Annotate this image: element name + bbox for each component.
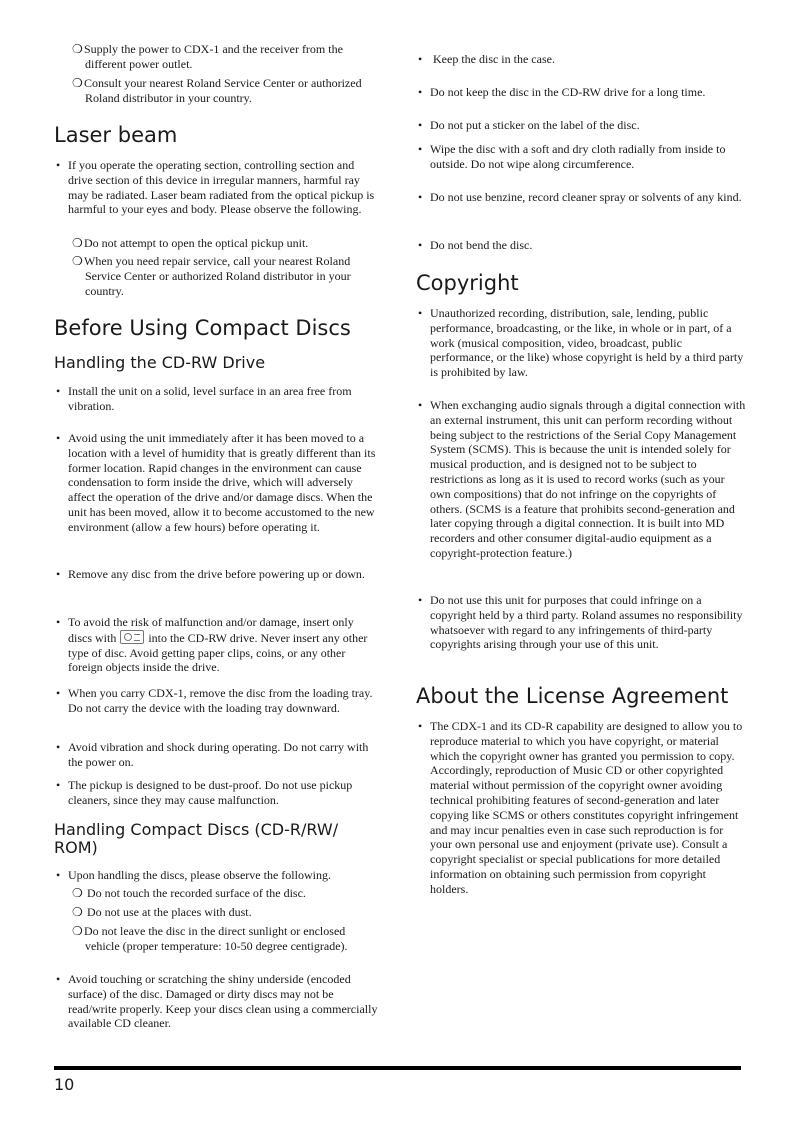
list-item: ❍ Consult your nearest Roland Service Center or authorized Roland distributor in your country. — [72, 76, 362, 105]
bullet-icon: • — [418, 190, 423, 204]
list-item: • To avoid the risk of malfunction and/or damage, insert only discs with into the CD-RW drive. Never insert any other type of disc. Avoid getting paper clips, coins, or any other foreign objects inside the drive. — [56, 615, 368, 675]
heading-license-agreement: About the License Agreement — [416, 684, 729, 708]
bullet-icon: • — [418, 593, 423, 607]
footer-rule — [54, 1066, 741, 1070]
list-item: ❍ When you need repair service, call your nearest Roland Service Center or authorized Roland distributor in your country. — [72, 254, 351, 298]
list-item: • Keep the disc in the case. — [418, 52, 555, 66]
bullet-icon: • — [56, 431, 61, 445]
list-item: ❍ Supply the power to CDX-1 and the receiver from the different power outlet. — [72, 42, 343, 71]
bullet-icon: • — [418, 238, 423, 252]
circle-bullet-icon: ❍ — [72, 254, 83, 268]
circle-bullet-icon: ❍ — [72, 886, 83, 900]
bullet-icon: • — [56, 868, 61, 882]
bullet-icon: • — [418, 118, 423, 132]
bullet-icon: • — [418, 719, 423, 733]
list-item: ❍ Do not attempt to open the optical pickup unit. — [72, 236, 309, 250]
bullet-icon: • — [418, 142, 423, 156]
heading-laser-beam: Laser beam — [54, 123, 178, 147]
list-item: • Avoid using the unit immediately after it has been moved to a location with a level of humidity that is greatly different than its former location. Rapid changes in the environment can cause condensation to form inside the drive, which will adversely affect the operation of the drive and/or damage discs. When the unit has been moved, allow it to become accustomed to the new environment (allow a few hours) before operating it. — [56, 431, 376, 534]
circle-bullet-icon: ❍ — [72, 76, 83, 90]
bullet-icon: • — [56, 972, 61, 986]
list-item: • When you carry CDX-1, remove the disc from the loading tray. Do not carry the device with the loading tray downward. — [56, 686, 373, 715]
circle-bullet-icon: ❍ — [72, 236, 83, 250]
list-item: • Do not use this unit for purposes that could infringe on a copyright held by a third party. Roland assumes no responsibility whatsoever with regard to any infringements of third-party copyrights arising through your use of this unit. — [418, 593, 743, 652]
list-item: ❍ Do not leave the disc in the direct sunlight or enclosed vehicle (proper temperature: 10-50 degree centigrade). — [72, 924, 348, 953]
bullet-icon: • — [56, 384, 61, 398]
list-item: • Do not bend the disc. — [418, 238, 533, 252]
list-item: • The CDX-1 and its CD-R capability are designed to allow you to reproduce material to which you have copyright, or material which the copyright owner has granted you permission to copy. Accordingly, reproduction of Music CD or other copyrighted material without permission of the copyright owner avoiding technical prohibiting features of second-generation and later copying like SCMS or others constitutes copyright infringement and may incur penalties even in case such reproduction is for your own personal use and enjoyment (private use). Consult a copyright specialist or special publications for more detailed information on obtaining such permission from copyright holders. — [418, 719, 743, 896]
list-item: • Do not keep the disc in the CD-RW drive for a long time. — [418, 85, 706, 99]
list-item: • If you operate the operating section, controlling section and drive section of this device in irregular manners, harmful ray may be radiated. Laser beam radiated from the optical pickup is harmful to your eyes and body. Please observe the following. — [56, 158, 375, 217]
bullet-icon: • — [56, 740, 61, 754]
circle-bullet-icon: ❍ — [72, 42, 83, 56]
list-item: ❍ Do not use at the places with dust. — [72, 905, 252, 919]
bullet-icon: • — [56, 158, 61, 172]
bullet-icon: • — [56, 567, 61, 581]
bullet-icon: • — [56, 686, 61, 700]
bullet-icon: • — [418, 398, 423, 412]
list-item: • Unauthorized recording, distribution, sale, lending, public performance, broadcasting, or the like, in whole or in part, of a work (musical composition, video, broadcast, public performance, or the like) whose copyright is held by a third party is prohibited by law. — [418, 306, 744, 380]
list-item: • Wipe the disc with a soft and dry cloth radially from inside to outside. Do not wipe along circumference. — [418, 142, 726, 171]
heading-before-using-compact-discs: Before Using Compact Discs — [54, 316, 351, 340]
list-item: • Do not use benzine, record cleaner spray or solvents of any kind. — [418, 190, 742, 204]
bullet-icon: • — [418, 52, 423, 66]
bullet-icon: • — [418, 85, 423, 99]
bullet-icon: • — [56, 778, 61, 792]
list-item: • The pickup is designed to be dust-proof. Do not use pickup cleaners, since they may cause malfunction. — [56, 778, 353, 807]
list-item: • Avoid touching or scratching the shiny underside (encoded surface) of the disc. Damaged or dirty discs may not be read/write properly. Keep your discs clean using a commercially available CD cleaner. — [56, 972, 378, 1031]
list-item: • Do not put a sticker on the label of the disc. — [418, 118, 640, 132]
bullet-icon: • — [56, 615, 61, 629]
heading-copyright: Copyright — [416, 271, 519, 295]
list-item: • Install the unit on a solid, level surface in an area free from vibration. — [56, 384, 352, 413]
list-item: • Avoid vibration and shock during operating. Do not carry with the power on. — [56, 740, 369, 769]
list-item: ❍ Do not touch the recorded surface of the disc. — [72, 886, 306, 900]
list-item: • When exchanging audio signals through a digital connection with an external instrument, this unit can perform recording without being subject to the restrictions of the Serial Copy Management System (SCMS). This is because the unit is intended solely for musical production, and is designed not to be subject to restrictions as long as it is used to record works (such as your own compositions) that do not infringe on the copyrights of others. (SCMS is a feature that prohibits second-generation and later copying through a digital connection. It is built into MD recorders and other consumer digital-audio equipment as a copyright-protection feature.) — [418, 398, 746, 560]
list-item: • Remove any disc from the drive before powering up or down. — [56, 567, 365, 581]
heading-handling-compact-discs: Handling Compact Discs (CD-R/RW/ ROM) — [54, 820, 339, 857]
compact-disc-logo-icon — [120, 630, 144, 644]
circle-bullet-icon: ❍ — [72, 905, 83, 919]
list-item: • Upon handling the discs, please observe the following. — [56, 868, 331, 882]
circle-bullet-icon: ❍ — [72, 924, 83, 938]
heading-handling-drive: Handling the CD-RW Drive — [54, 353, 266, 372]
bullet-icon: • — [418, 306, 423, 320]
page-number: 10 — [54, 1075, 75, 1094]
